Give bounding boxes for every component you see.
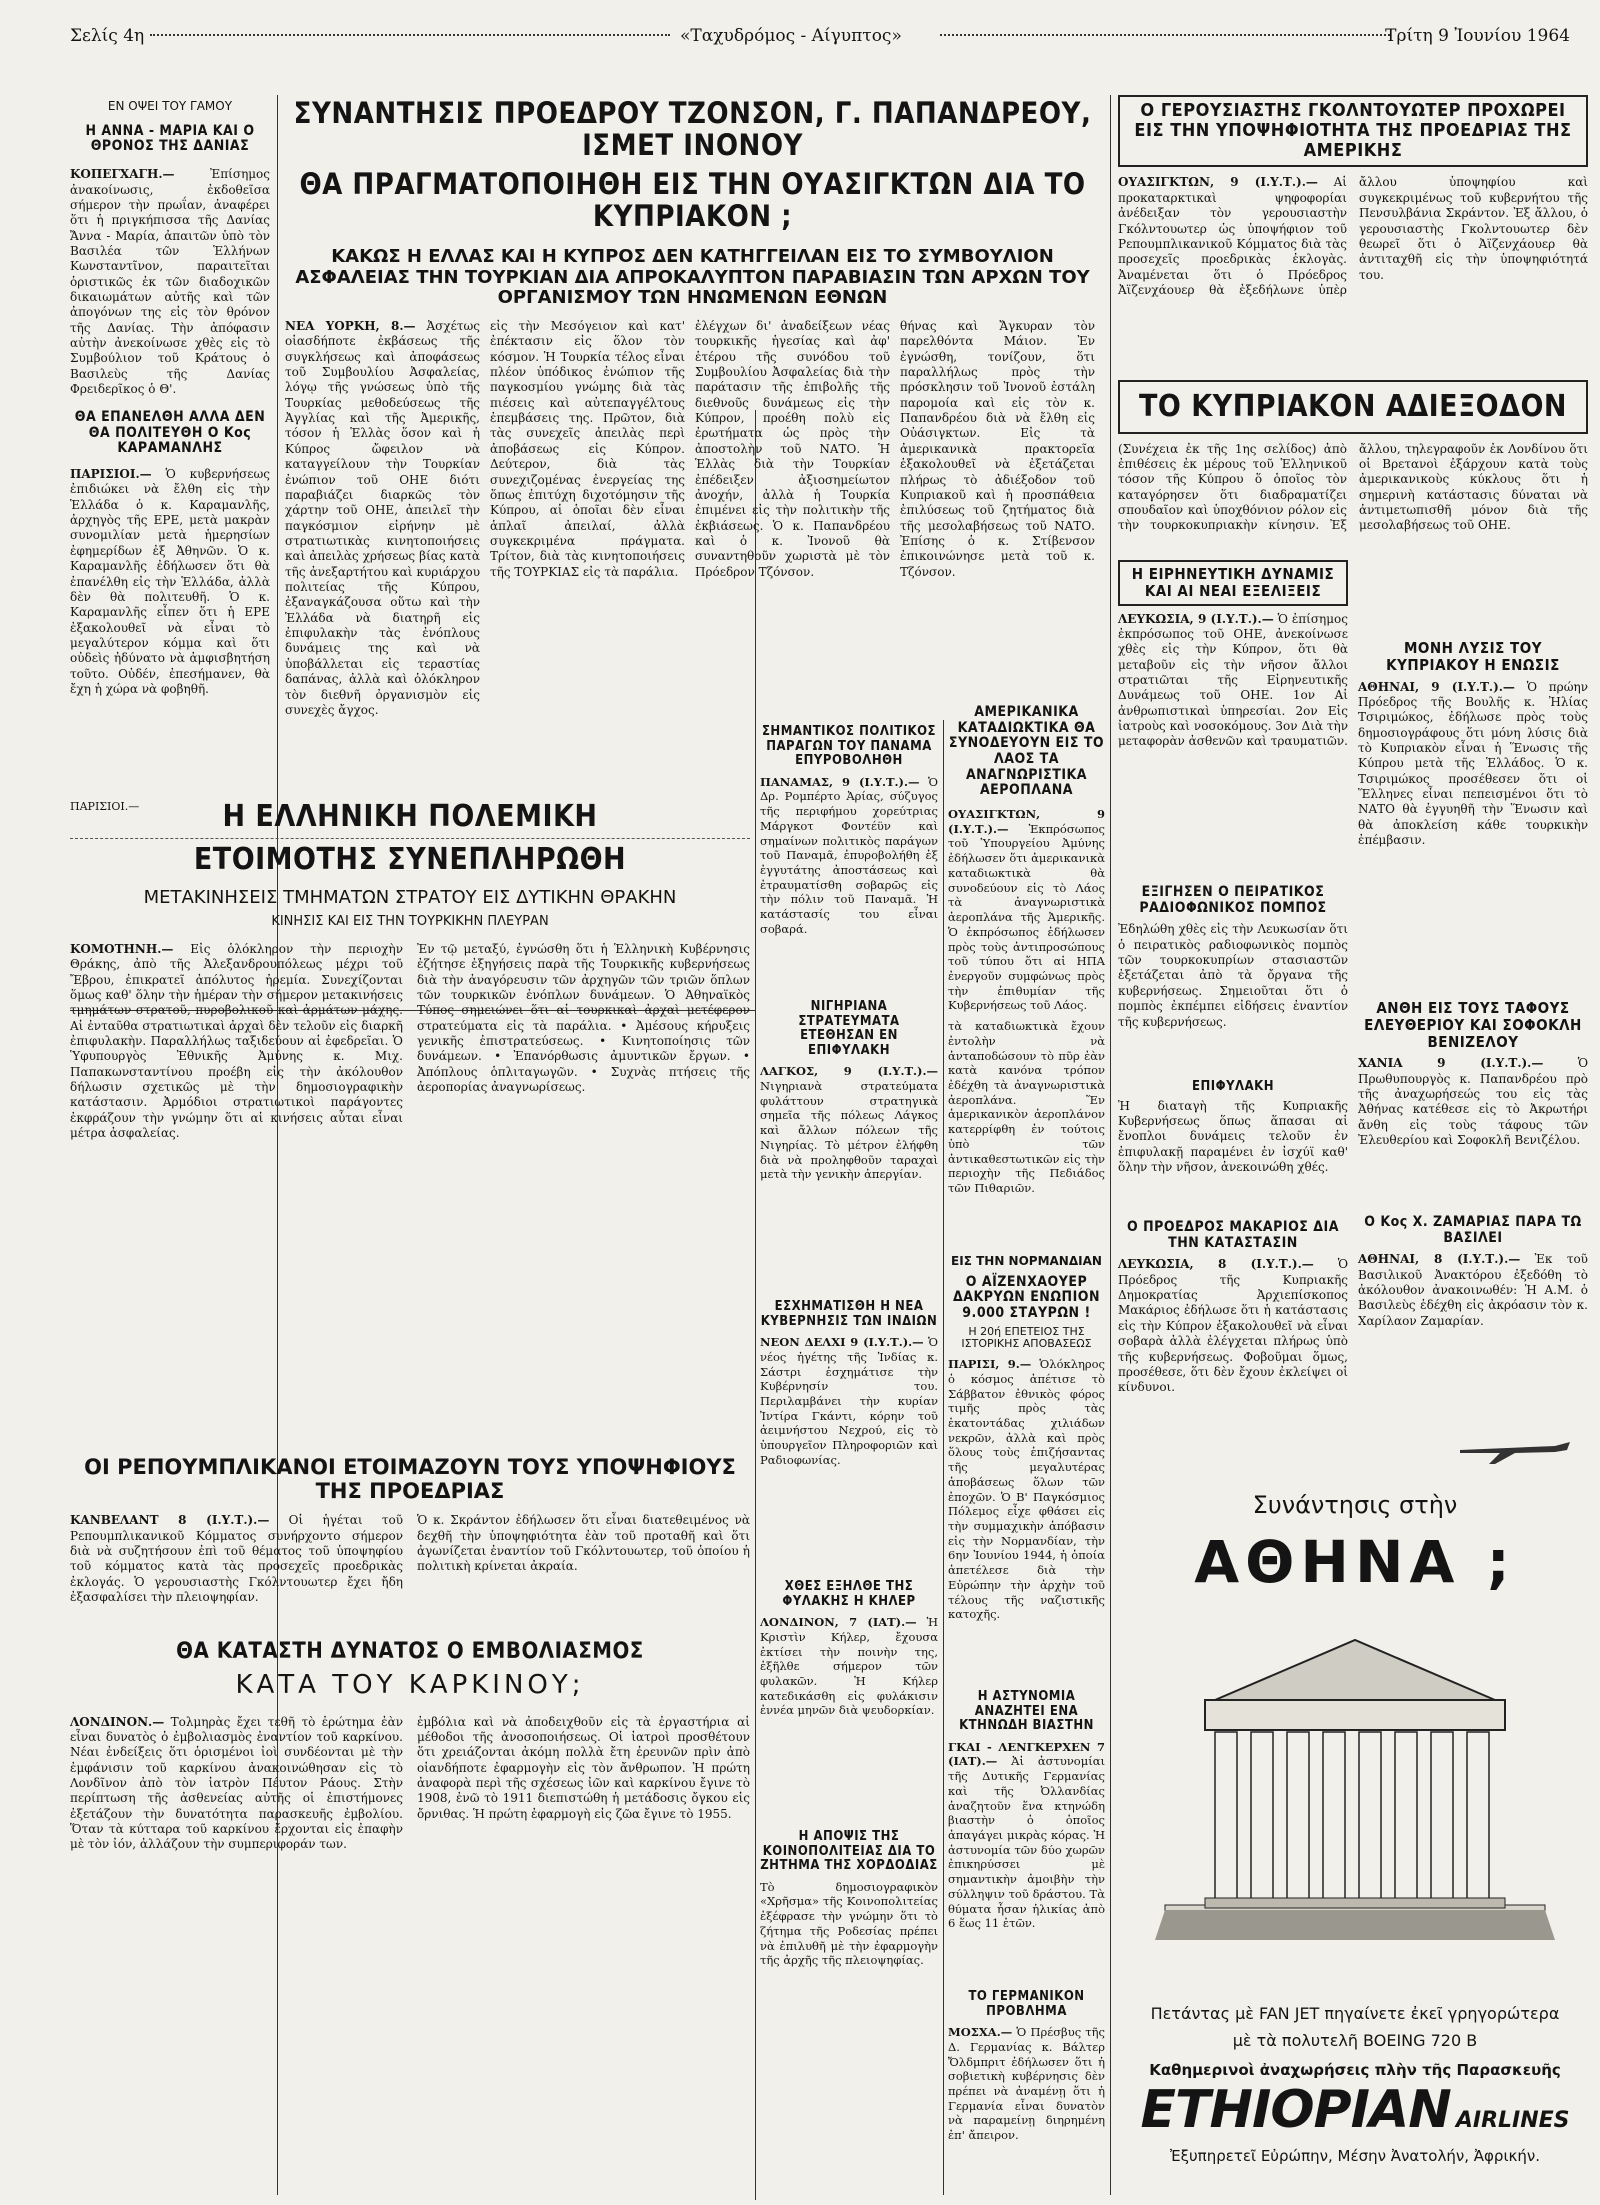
- headline: ΕΣΧΗΜΑΤΙΣΘΗ Η ΝΕΑ ΚΥΒΕΡΝΗΣΙΣ ΤΩΝ ΙΝΔΙΩΝ: [760, 1299, 938, 1329]
- article-body: εἰς τὴν Μεσόγειον καὶ κατ' ἐπέκτασιν εἰς ὅλον τὸν κόσμον. Ἡ Τουρκία τέλος εἶναι πλέον ὑπόδικος ἐνώπιον τῆς παγκοσμίου γνώμης διὰ τὰς πιέσεις καὶ αὐτεπαγγέλτους ἐπεμβάσεις της. Πρῶτον, διὰ τὰς συνεχεῖς ἀπειλὰς περὶ ἀποβάσεως εἰς Κύπρον. Δεύτερον, διὰ τὰς συνεχιζομένας ἐνεργείας της ὅπως ἐπιτύχη διχοτόμησιν τῆς Κύπρου, αἱ ὁποῖαι δὲν εἶναι ἁπλαῖ ἀπειλαί, ἀλλὰ συγκεκριμένα πράγματα. Τρίτον, διὰ τὰς κινητοποιήσεις τῆς ΤΟΥΡΚΙΑΣ εἰς τὰ παράλια.: [490, 318, 685, 579]
- kicker: ΕΙΣ ΤΗΝ ΝΟΡΜΑΝΔΙΑΝ: [951, 1254, 1102, 1268]
- article-body: Ἐκ τοῦ Βασιλικοῦ Ἀνακτόρου ἐξεδόθη τὸ ἀκόλουθον ἀνακοινωθέν: Ἡ Α.Μ. ὁ Βασιλεὺς ἐδέχθη εἰς ἀκρόασιν τὸν κ. Χαρίλαον Ζαμαρίαν.: [1358, 1252, 1588, 1328]
- headline: Ο ΑΪΖΕΝΧΑΟΥΕΡ ΔΑΚΡΥΩΝ ΕΝΩΠΙΟΝ 9.000 ΣΤΑΥΡΩΝ !: [952, 1273, 1101, 1322]
- article-peacekeeping: [1118, 560, 1348, 750]
- article-panama: [760, 725, 938, 937]
- article-body: Ὁ Πρωθυπουργὸς κ. Παπανδρέου πρὸ τῆς ἀναχωρήσεώς του εἰς τὰς Ἀθήνας κατέθεσε εἰς τὸ Ἀκρωτήρι ἄνθη εἰς τοὺς τάφους τῶν Ἐλευθερίου καὶ Σοφοκλῆ Βενιζέλου.: [1358, 1056, 1588, 1148]
- headline: ΣΗΜΑΝΤΙΚΟΣ ΠΟΛΙΤΙΚΟΣ ΠΑΡΑΓΩΝ ΤΟΥ ΠΑΝΑΜΑ ΕΠΥΡΟΒΟΛΗΘΗ: [761, 724, 937, 769]
- headline-line-2: ΕΤΟΙΜΟΤΗΣ ΣΥΝΕΠΛΗΡΩΘΗ: [193, 841, 627, 877]
- headline: ΣΥΝΑΝΤΗΣΙΣ ΠΡΟΕΔΡΟΥ ΤΖΟΝΣΟΝ, Γ. ΠΑΠΑΝΔΡΕΟΥ, ΙΣΜΕΤ ΙΝΟΝΟΥ: [293, 96, 1092, 163]
- headline: ΤΟ ΓΕΡΜΑΝΙΚΟΝ ΠΡΟΒΛΗΜΑ: [968, 1989, 1085, 2019]
- article-body: Ὁ ἐπίσημος ἐκπρόσωπος τοῦ ΟΗΕ, ἀνεκοίνωσε χθὲς εἰς τὴν Κύπρον, ὅτι θὰ μεταβοῦν εἰς τὴν νῆσον ἄλλοι στρατιῶται τῆς Εἰρηνευτικῆς Δυνάμεως τοῦ ΟΗΕ. 1ον Αἱ ἀνθρωπιστικαὶ ὑπηρεσίαι. 2ον Εἰς ἰατροὺς καὶ νοσοκόμους. 3ον Διὰ τὴν μεταφορὰν ἀσθενῶν καὶ τραυματιῶν.: [1118, 611, 1348, 749]
- dateline: ΝΕΟΝ ΔΕΛΧΙ 9 (Ι.Υ.Τ.).—: [760, 1335, 924, 1350]
- column-rule: [277, 95, 278, 2195]
- subheadline: ΜΕΤΑΚΙΝΗΣΕΙΣ ΤΜΗΜΑΤΩΝ ΣΤΡΑΤΟΥ ΕΙΣ ΔΥΤΙΚΗΝ ΘΡΑΚΗΝ: [143, 887, 677, 909]
- dateline: ΛΟΝΔΙΝΟΝ.—: [70, 1714, 165, 1729]
- article-republicans: [70, 1455, 750, 1605]
- ad-lead: Συνάντησις στὴν: [1252, 1491, 1458, 1519]
- page-number: Σελίς 4η: [70, 26, 145, 46]
- headline: Ο ΓΕΡΟΥΣΙΑΣΤΗΣ ΓΚΟΛΝΤΟΥΩΤΕΡ ΠΡΟΧΩΡΕΙ ΕΙΣ ΤΗΝ ΥΠΟΨΗΦΙΟΤΗΤΑ ΤΗΣ ΠΡΟΕΔΡΙΑΣ ΤΗΣ ΑΜΕΡΙΚΗΣ: [1118, 95, 1588, 167]
- dateline: ΠΑΡΙΣΙΟΙ.—: [70, 467, 152, 482]
- article-body: Ὁ νέος ἡγέτης τῆς Ἰνδίας κ. Σάστρι ἐσχημάτισε τὴν Κυβέρνησίν του. Περιλαμβάνει τὴν κυρίαν Ἰντίρα Γκάντι, κόρην τοῦ ἀειμνήστου Νεχρού, εἰς τὸ ὑπουργεῖον Πληροφοριῶν καὶ Ραδιοφωνίας.: [760, 1335, 938, 1467]
- headline: ΟΙ ΡΕΠΟΥΜΠΛΙΚΑΝΟΙ ΕΤΟΙΜΑΖΟΥΝ ΤΟΥΣ ΥΠΟΨΗΦΙΟΥΣ ΤΗΣ ΠΡΟΕΔΡΙΑΣ: [84, 1455, 736, 1504]
- article-body: Οἱ ἡγέται τοῦ Ρεπουμπλικανικοῦ Κόμματος συνήρχοντο σήμερον διὰ νὰ συζητήσουν ἐπὶ τοῦ θέματος τοῦ ὑποψηφίου τοῦ κόμματος κατὰ τὰς προσεχεῖς προεδρικὰς ἐκλογάς. Ὁ γερουσιαστὴς Γκόλντουωτερ ἔχει ἤδη ἐξασφαλίσει τὴν πλειοψηφίαν.: [70, 1513, 403, 1605]
- ad-brand-suffix: AIRLINES: [1455, 2108, 1570, 2133]
- article-body: θήνας καὶ Ἄγκυραν τὸν παρελθόντα Μάιον. Ἐν ἐγνώσθη, τονίζουν, ὅτι παραλλήλως πρὸς τὴν πρόσκλησιν τοῦ Ἰνονοῦ ἐστάλη παρομοία καὶ εἰς τὸν κ. Παπανδρέου διὰ νὰ ἔλθη εἰς Οὐάσιγκτων. Εἰς τὰ ἀμερικανικὰ πρακτορεῖα ἐξακολουθεῖ νὰ ἐξετάζεται πλήρως τὸ ἀδιέξοδον τοῦ Κυπριακοῦ καὶ ἡ προσπάθεια ἐπιλύσεως τοῦ ζητήματος διὰ τῆς μεσολαβήσεως τοῦ ΝΑΤΟ. Ἐπίσης ὁ κ. Στίβενσον ἐπικοινώνησε μετὰ τοῦ κ. Τζόνσον.: [900, 318, 1095, 579]
- ad-brand-name: ETHIOPIAN: [1140, 2080, 1451, 2140]
- article-body: Ἐκπρόσωπος τοῦ Ὑπουργείου Ἀμύνης ἐδήλωσεν ὅτι ἀμερικανικὰ καταδιωκτικὰ θὰ συνοδεύουν εἰς τὸ Λάος τὰ ἀναγνωριστικὰ ἀεροπλάνα τῆς Ἀμερικῆς. Ὁ ἐκπρόσωπος ἐδήλωσεν πρὸς τοὺς ἀντιπροσώπους τοῦ τύπου ὅτι αἱ ΗΠΑ ἐνεργοῦν συμφώνως πρὸς τὴν ἐπιθυμίαν τῆς Κυβερνήσεως τοῦ Λάος.: [948, 821, 1105, 1013]
- article-body: Ὁ Πρέσβυς τῆς Δ. Γερμανίας κ. Βάλτερ Ὄλδμπριτ ἐδήλωσεν ὅτι ἡ σοβιετικὴ κυβέρνησις δὲν πρέπει νὰ ἀναμένῃ ὅτι ἡ Γερμανία εἶναι δυνατὸν νὰ παραμείνῃ διηρημένη ἐπ' ἄπειρον.: [948, 2025, 1105, 2143]
- article-india: [760, 1300, 938, 1468]
- masthead: [0, 18, 1600, 58]
- article-police: [948, 1690, 1105, 1931]
- headline: ΜΟΝΗ ΛΥΣΙΣ ΤΟΥ ΚΥΠΡΙΑΚΟΥ Η ΕΝΩΣΙΣ: [1386, 639, 1560, 674]
- article-body: (Συνέχεια ἐκ τῆς 1ης σελίδος) ἀπὸ ἐπιθέσεις ἐκ μέρους τοῦ Ἑλληνικοῦ τόσον τῆς Κύπρου ὅ ὁποῖος τὸν καταγόρησεν ὅτι διαδραματίζει σπουδαῖον καὶ ὑποχθόνιον ρόλον εἰς τὴν τουρκοκυπριακὴν κίνησιν. Ἐξ ἄλλου, τηλεγραφοῦν ἐκ Λονδίνου ὅτι οἱ Βρετανοὶ ἐξάρχουν κατὰ τοὺς ἀμερικανικοὺς κύκλους ὅτι ἡ σημερινὴ κατάστασις δύναται νὰ ἀντιμετωπισθῆ μόνον διὰ τῆς μεσολαβήσεως τοῦ ΟΗΕ.: [1118, 441, 1588, 533]
- article-pirate-radio: [1118, 885, 1348, 1030]
- headline: ΑΝΘΗ ΕΙΣ ΤΟΥΣ ΤΑΦΟΥΣ ΕΛΕΥΘΕΡΙΟΥ ΚΑΙ ΣΟΦΟΚΛΗ ΒΕΝΙΖΕΛΟΥ: [1364, 999, 1582, 1051]
- article-zamarias: [1358, 1215, 1588, 1329]
- article-body: Νιγηριανὰ στρατεύματα φυλάττουν στρατηγικὰ σημεῖα τῆς πόλεως Λάγκος καὶ ἄλλων πόλεων τῆς Νιγηρίας. Τὸ μέτρον ἐλήφθη διὰ νὰ προληφθοῦν ταραχαὶ μετὰ τὴν γενικὴν ἀπεργίαν.: [760, 1078, 938, 1182]
- subheadline: ΚΑΚΩΣ Η ΕΛΛΑΣ ΚΑΙ Η ΚΥΠΡΟΣ ΔΕΝ ΚΑΤΗΓΓΕΙΛΑΝ ΕΙΣ ΤΟ ΣΥΜΒΟΥΛΙΟΝ ΑΣΦΑΛΕΙΑΣ ΤΗΝ ΤΟΥΡΚΙΑΝ ΔΙΑ ΑΠΡΟΚΑΛΥΠΤΟΝ ΠΑΡΑΒΙΑΣΙΝ ΤΩΝ ΑΡΧΩΝ ΤΟΥ ΟΡΓΑΝΙΣΜΟΥ ΤΩΝ ΗΝΩΜΕΝΩΝ ΕΘΝΩΝ: [295, 245, 1090, 309]
- headline: Η ΕΙΡΗΝΕΥΤΙΚΗ ΔΥΝΑΜΙΣ ΚΑΙ ΑΙ ΝΕΑΙ ΕΞΕΛΙΞΕΙΣ: [1118, 560, 1348, 606]
- masthead-rule-left: [150, 34, 670, 36]
- dateline: ΑΘΗΝΑΙ, 8 (Ι.Υ.Τ.).—: [1358, 1252, 1521, 1267]
- masthead-rule-right: [940, 34, 1390, 36]
- article-body: Ἐδηλώθη χθὲς εἰς τὴν Λευκωσίαν ὅτι ὁ πειρατικὸς ραδιοφωνικὸς πομπὸς τῶν τουρκοκυπρίων στασιαστῶν ἐξετάζεται ἀπὸ τὰ ὄργανα τῆς κυβερνήσεως. Σημειοῦται ὅτι ὁ πομπὸς ἐκπέμπει εἰδήσεις ἐναντίον τῆς κυβερνήσεως.: [1118, 922, 1348, 1029]
- newspaper-name: «Ταχυδρόμος - Αίγυπτος»: [680, 26, 902, 46]
- article-normandy: [948, 1255, 1105, 1622]
- article-karamanlis: [70, 410, 270, 697]
- dateline: ΛΕΥΚΩΣΙΑ, 8 (Ι.Υ.Τ.).—: [1118, 1257, 1314, 1272]
- dateline: ΟΥΑΣΙΓΚΤΩΝ, 9 (Ι.Υ.Τ.).—: [1118, 175, 1318, 190]
- headline-line-2: ΚΑΤΑ ΤΟΥ ΚΑΡΚΙΝΟΥ;: [235, 1669, 585, 1700]
- headline: Η ΑΝΝΑ - ΜΑΡΙΑ ΚΑΙ Ο ΘΡΟΝΟΣ ΤΗΣ ΔΑΝΙΑΣ: [85, 122, 255, 155]
- article-goldwater: [1118, 95, 1588, 298]
- headline: ΧΘΕΣ ΕΞΗΛΘΕ ΤΗΣ ΦΥΛΑΚΗΣ Η ΚΗΛΕΡ: [782, 1579, 916, 1609]
- jet-airplane-icon: [1455, 1428, 1575, 1468]
- headline: Ο ΠΡΟΕΔΡΟΣ ΜΑΚΑΡΙΟΣ ΔΙΑ ΤΗΝ ΚΑΤΑΣΤΑΣΙΝ: [1127, 1219, 1339, 1251]
- article-alert: [1118, 1080, 1348, 1175]
- article-body: Ὁ Πρόεδρος τῆς Κυπριακῆς Δημοκρατίας Ἀρχιεπίσκοπος Μακάριος ἐδήλωσε ὅτι ἡ κατάστασις εἰς τὴν Κύπρον ἐξακολουθεῖ νὰ εἶναι σοβαρὰ ἀλλὰ ἐλέγχεται πλήρως ὑπὸ τῆς κυβερνήσεως. Φοβοῦμαι ὅμως, προσέθεσε, ὅτι δὲν ἔχουν ἐκλείψει οἱ κίνδυνοι.: [1118, 1257, 1348, 1395]
- headline: Η ΕΛΛΗΝΙΚΗ ΠΟΛΕΜΙΚΗ: [70, 800, 750, 839]
- dateline: ΓΚΑΙ - ΛΕΝΓΚΕΡΧΕΝ 7 (ΙΑΤ).—: [948, 1739, 1105, 1769]
- ad-line-2: μὲ τὰ πολυτελῆ BOEING 720 B: [1232, 2031, 1478, 2050]
- article-venizelos-graves: [1358, 1000, 1588, 1149]
- article-body: Ὁ κ. Σκράντον ἐδήλωσεν ὅτι εἶναι διατεθειμένος νὰ δεχθῆ τὴν ὑποψηφιότητα ἐὰν τοῦ προταθῆ καὶ ὅτι ἀγωνίζεται ἐναντίον τοῦ Γκόλντουωτερ, τοῦ ὁποίου ἡ πολιτικὴ κρίνεται ἀκραία.: [417, 1513, 750, 1574]
- headline: ΘΑ ΚΑΤΑΣΤΗ ΔΥΝΑΤΟΣ Ο ΕΜΒΟΛΙΑΣΜΟΣ: [176, 1639, 644, 1664]
- ad-city: ΑΘΗΝΑ ;: [1194, 1528, 1516, 1596]
- article-body: Ἐπίσημος ἀνακοίνωσις, ἐκδοθεῖσα σήμερον τὴν πρωΐαν, ἀναφέρει ὅτι ἡ πριγκήπισσα τῆς Δανίας Ἄννα - Μαρία, ἀπαιτῶν ὑπὸ τὸν Βασιλέα τῶν Ἑλλήνων Κωνσταντῖνον, παραιτεῖται ὁριστικῶς ἐκ τῶν διαδοχικῶν δικαιωμάτων αὐτῆς καὶ τῶν ἀπογόνων της εἰς τὸν θρόνον τῆς Δανίας. Τὴν ἀπόφασιν αὐτὴν ἀνεκοίνωσε χθὲς εἰς τὸ Συμβούλιον τοῦ Κράτους ὁ Βασιλεὺς τῆς Δανίας Φρειδερῖκος ὁ Θ'.: [70, 167, 270, 397]
- dateline: ΧΑΝΙΑ 9 (Ι.Υ.Τ.).—: [1358, 1056, 1544, 1071]
- headline: Η ΑΠΟΨΙΣ ΤΗΣ ΚΟΙΝΟΠΟΛΙΤΕΙΑΣ ΔΙΑ ΤΟ ΖΗΤΗΜΑ ΤΗΣ ΧΟΡΔΟΔΙΑΣ: [760, 1829, 938, 1874]
- headline: ΤΟ ΚΥΠΡΙΑΚΟΝ ΑΔΙΕΞΟΔΟΝ: [1118, 380, 1588, 434]
- article-nigeria: [760, 1000, 938, 1182]
- article-lead: [285, 97, 1100, 718]
- ad-brand: [1135, 2080, 1575, 2140]
- article-body: Αἱ προκαταρκτικαὶ ψηφοφορίαι ἀνέδειξαν τὸν γερουσιαστὴν Γκόλντουωτερ ὡς ὑποψήφιον τοῦ Ρεπουμπλικανικοῦ Κόμματος διὰ τὰς προσεχεῖς προεδρικὰς ἐκλογὰς. Ἀναμένεται ὅτι ὁ Πρόεδρος Ἀϊζενχάουερ θὰ ἐξεδήλωνε ὑπὲρ ἄλλου ὑποψηφίου καὶ συγκεκριμένως τοῦ κυβερνήτου τῆς Πενσυλβάνια Σκράντον. Ἐξ ἄλλου, ὁ γερουσιαστὴς Γκολντουωτερ δὲν θεωρεῖ ὅτι ὁ Ἀϊζενχάουερ θὰ ἀντιταχθῆ εἰς τὴν ὑποψηφιότητά του.: [1118, 175, 1588, 297]
- article-aircraft: [948, 705, 1105, 1196]
- dateline: ΚΟΠΕΓΧΑΓΗ.—: [70, 167, 175, 182]
- article-wedding: [70, 100, 270, 398]
- article-body: Ἡ Κριστὶν Κήλερ, ἔχουσα ἐκτίσει τὴν ποινὴν της, ἐξῆλθε σήμερον τῶν φυλακῶν. Ἡ Κήλερ κατεδικάσθη εἰς φυλάκισιν ἐννέα μηνῶν διὰ ψευδορκίαν.: [760, 1615, 939, 1718]
- headline: ΝΙΓΗΡΙΑΝΑ ΣΤΡΑΤΕΥΜΑΤΑ ΕΤΕΘΗΣΑΝ ΕΝ ΕΠΙΦΥΛΑΚΗ: [798, 999, 900, 1058]
- headline: ΘΑ ΕΠΑΝΕΛΘΗ ΑΛΛΑ ΔΕΝ ΘΑ ΠΟΛΙΤΕΥΘΗ Ο Κος ΚΑΡΑΜΑΝΛΗΣ: [74, 409, 266, 457]
- article-body: Ἀἱ ἀστυνομίαι τῆς Δυτικῆς Γερμανίας καὶ τῆς Ὀλλανδίας ἀναζητοῦν ἕνα κτηνώδη βιαστὴν ὁ ὁποῖος ἀπαγάγει μικρὰς κόρας. Ἡ ἀστυνομία τῶν δύο χωρῶν ἐπικηρύσσει μὲ σημαντικὴν ἀμοιβὴν τὴν σύλληψιν τοῦ δράστου. Τὰ θύματα ἦσαν ἡλικίας ἀπὸ 6 ἕως 11 ἐτῶν.: [948, 1754, 1105, 1931]
- ad-line-4: Ἐξυπηρετεῖ Εὐρώπην, Μέσην Ἀνατολήν, Ἀφρικήν.: [1169, 2147, 1541, 2165]
- headline: ΑΜΕΡΙΚΑΝΙΚΑ ΚΑΤΑΔΙΩΚΤΙΚΑ ΘΑ ΣΥΝΟΔΕΥΟΥΝ ΕΙΣ ΤΟ ΛΑΟΣ ΤΑ ΑΝΑΓΝΩΡΙΣΤΙΚΑ ΑΕΡΟΠΛΑΝΑ: [948, 704, 1105, 799]
- article-body: Ὁλόκληρος ὁ κόσμος ἀπέτισε τὸ Σάββατον ἐθνικὸς φόρος τιμῆς πρὸς τὰς ἑκατοντάδας χιλιάδων νεκρῶν, ἀλλὰ καὶ πρὸς ὅλους τοὺς ἐπιζήσαντας τῆς μεγαλυτέρας ἀποβάσεως ὅλων τῶν ἐποχῶν. Ὁ Β' Παγκόσμιος Πόλεμος εἶχε φθάσει εἰς τὴν συμμαχικὴν ἀπόβασιν εἰς τὴν Νορμανδίαν, τὴν 6ην Ἰουνίου 1944, ἡ ὁποία ἀπετέλεσε διὰ τὴν Εὐρώπην τὴν ἀρχὴν τοῦ τέλους τῆς ναζιστικῆς κατοχῆς.: [948, 1357, 1105, 1622]
- dateline: ΚΑΝΒΕΛΑΝΤ 8 (Ι.Υ.Τ.).—: [70, 1513, 270, 1528]
- dateline: ΚΟΜΟΤΗΝΗ.—: [70, 941, 174, 956]
- dateline: ΑΘΗΝΑΙ, 9 (Ι.Υ.Τ.).—: [1358, 679, 1515, 694]
- ad-line-3: Καθημερινοὶ ἀναχωρήσεις πλὴν τῆς Παρασκευῆς: [1149, 2061, 1561, 2079]
- headline: ΕΞΙΓΗΣΕΝ Ο ΠΕΙΡΑΤΙΚΟΣ ΡΑΔΙΟΦΩΝΙΚΟΣ ΠΟΜΠΟΣ: [1139, 884, 1327, 916]
- subheadline: Η 20ή ΕΠΕΤΕΙΟΣ ΤΗΣ ΙΣΤΟΡΙΚΗΣ ΑΠΟΒΑΣΕΩΣ: [961, 1324, 1092, 1351]
- article-german-problem: [948, 1990, 1105, 2143]
- article-war-readiness: [70, 800, 750, 1141]
- parthenon-illustration: [1155, 1610, 1555, 1950]
- dateline: ΟΥΑΣΙΓΚΤΩΝ, 9 (Ι.Υ.Τ.).—: [948, 807, 1105, 836]
- article-keeler: [760, 1580, 938, 1718]
- article-body: Ὁ κυβερνήσεως ἐπιδιώκει νὰ ἔλθη εἰς τὴν Ἑλλάδα ὁ κ. Καραμανλῆς, ἀρχηγὸς τῆς ΕΡΕ, μετὰ μακρὰν συνομιλίαν μετὰ ἡμερησίων ἐφημερίδων ἐξ Ἀθηνῶν. Ὁ κ. Καραμανλῆς ἐδήλωσεν ὅτι θὰ ἐπανέλθη εἰς τὴν Ἑλλάδα, ἀλλὰ δὲν θὰ πολιτευθῆ. Ὁ κ. Καραμανλῆς εἶπεν ὅτι ἡ ΕΡΕ ἐξακολουθεῖ νὰ εἶναι τὸ μεγαλύτερον κόμμα καὶ ὅτι οὐδεὶς ἠδύνατο νὰ ἀμφισβητήση τοῦτο. Οὐδέν, ἐπεσήμανεν, θὰ ἔχη ἡ χώρα νὰ φοβηθῆ.: [70, 467, 270, 697]
- dateline: ΠΑΝΑΜΑΣ, 9 (Ι.Υ.Τ.).—: [760, 774, 920, 789]
- article-body: Τὸ δημοσιογραφικὸν «Χρῆσμα» τῆς Κοινοπολιτείας ἐξέφρασε τὴν γνώμην ὅτι τὸ ζήτημα τῆς Ροδεσίας πρέπει νὰ ἐπιλυθῆ μὲ τὴν ἐφαρμογὴν τῆς ἀρχῆς τῆς πλειοψηφίας.: [760, 1879, 938, 1968]
- headline: Η ΑΣΤΥΝΟΜΙΑ ΑΝΑΖΗΤΕΙ ΕΝΑ ΚΤΗΝΩΔΗ ΒΙΑΣΤΗΝ: [959, 1689, 1094, 1734]
- dateline: ΛΑΓΚΟΣ, 9 (Ι.Υ.Τ.).—: [760, 1064, 938, 1079]
- dateline: ΜΟΣΧΑ.—: [948, 2025, 1013, 2040]
- column-rule: [1110, 95, 1111, 2195]
- article-body: Εἰς ὁλόκληρον τὴν περιοχὴν Θράκης, ἀπὸ τῆς Ἀλεξανδρουπόλεως μέχρι τοῦ Ἔβρου, ἐπικρατεῖ ἀπόλυτος ἠρεμία. Συνεχίζονται ὅμως καθ' ὅλην τὴν ἡμέραν τὴν σήμερον μετακινήσεις τμημάτων στρατοῦ, πυροβολικοῦ καὶ ἁρμάτων μάχης. Αἱ ἐνταῦθα στρατιωτικαὶ ἀρχαὶ δὲν τελοῦν εἰς διαρκῆ ἐπιφυλακὴν. Παραλλήλως ταξιδεύουν αἱ ἐφεδρεῖαι. Ὁ Ὑφυπουργὸς Ἐθνικῆς Ἀμύνης κ. Μιχ. Παπακωνσταντίνου προέβη εἰς τὴν ἀκόλουθον δήλωσιν σχετικῶς μὲ τὴν δημοσιογραφικὴν κατάστασιν. Ἀρμόδιοι στρατιωτικοὶ παράγοντες ἐκφράζουν τὴν γνώμην ὅτι αἱ κινήσεις αὗται εἶναι μέτρα ἀσφαλείας.: [70, 941, 403, 1141]
- article-body: ἐλέγχων δι' ἀναδείξεων νέας τουρκικῆς ἡγεσίας καὶ ἀφ' ἑτέρου τῆς συνόδου τοῦ Συμβουλίου Ἀσφαλείας διὰ τὴν παράτασιν τῆς ἐπιβολῆς τῆς διεθνοῦς δυνάμεως εἰς τὴν Κύπρον, προέθη πολὺ εἰς ἐρωτήματα ὡς πρὸς τὴν ἀποστολὴν τοῦ ΝΑΤΟ. Ἡ Ἑλλὰς διὰ τὴν Τουρκίαν ἐπέδειξεν ἀξιοσημείωτον ἀνοχήν, ἀλλὰ ἡ Τουρκία ἐπιμένει εἰς τὴν πολιτικὴν τῆς ἐκβιάσεως. Ὁ κ. Παπανδρέου καὶ ὁ κ. Ἰνονοῦ θὰ συναντηθοῦν χωριστὰ μὲ τὸν Πρόεδρον Τζόνσον.: [695, 318, 890, 579]
- headline: Ο Κος Χ. ΖΑΜΑΡΙΑΣ ΠΑΡΑ ΤΩ ΒΑΣΙΛΕΙ: [1364, 1214, 1582, 1246]
- article-makarios: [1118, 1220, 1348, 1396]
- dateline: ΝΕΑ ΥΟΡΚΗ, 8.—: [285, 318, 416, 333]
- dateline: ΛΕΥΚΩΣΙΑ, 9 (Ι.Υ.Τ.).—: [1118, 611, 1274, 626]
- article-body: Ἀσχέτως οἱασδήποτε ἐκβάσεως τῆς συγκλήσεως καὶ ἀποφάσεως τοῦ Συμβουλίου Ἀσφαλείας, λόγῳ τῆς γνώσεως ὑπὸ τῆς Τουρκίας μεθοδεύσεως τῆς Ἀγγλίας καὶ τῆς Ἀμερικῆς, τόσον ἡ Ἑλλὰς ὅσον καὶ ἡ Κύπρος ὤφειλον νὰ καταγγείλουν τὴν Τουρκίαν ἐνώπιον τοῦ ΟΗΕ διότι παραβιάζει διαρκῶς τὸν χάρτην τοῦ ΟΗΕ, ἀπειλεῖ τὴν παγκόσμιον εἰρήνην μὲ στρατιωτικὰς κινητοποιήσεις καὶ ἀπειλὰς χρήσεως βίας κατὰ τῆς ἀνεξαρτήτου καὶ κυριάρχου πολιτείας τῆς Κύπρου, ἐξαναγκάζουσα οὕτω καὶ τὴν Ἑλλάδα νὰ διατηρῆ εἰς ἐπιφυλακὴν τὰς ἐνόπλους δυνάμεις της καὶ νὰ ὑποβάλλεται εἰς τεραστίας δαπάνας, ἀλλὰ καὶ ὁλόκληρον τὸν διεθνῆ ὀργανισμὸν εἰς συνεχὲς ἄγχος.: [285, 318, 480, 717]
- article-sole-solution: [1358, 640, 1588, 849]
- kicker: ΕΝ ΟΨΕΙ ΤΟΥ ΓΑΜΟΥ: [107, 99, 233, 113]
- dateline: ΛΟΝΔΙΝΟΝ, 7 (ΙΑΤ).—: [760, 1615, 917, 1630]
- column-rule: [943, 720, 944, 2195]
- article-body: Ἐν τῷ μεταξύ, ἐγνώσθη ὅτι ἡ Ἑλληνικὴ Κυβέρνησις ἐζήτησε ἐξηγήσεις παρὰ τῆς Τουρκικῆς κυβερνήσεως διὰ τὴν ἀναγόρευσιν τῶν ἀρχηγῶν τῶν τριῶν ὅπλων τῶν τουρκικῶν ἐνόπλων δυνάμεων. Ὁ Ἀθηναϊκὸς Τύπος σημειώνει ὅτι αἱ τουρκικαὶ ἀρχαὶ μετέφερον στρατεύματα εἰς τὰ παράλια. • Ἀμέσους κήρυξεις γενικῆς ἐπιστρατεύσεως. • Κινητοποίησις τῶν δυνάμεων. • Ἐπανόρθωσις ἀμυντικῶν ἔργων. • Ἀπόπλους ὁπλιταγωγῶν. • Συχνὰς πτήσεις τῆς ἀεροπορίας ἀναγνωρίσεως.: [417, 941, 750, 1095]
- article-cyprus-impasse: [1118, 380, 1588, 534]
- headline-line-2: ΘΑ ΠΡΑΓΜΑΤΟΠΟΙΗΘΗ ΕΙΣ ΤΗΝ ΟΥΑΣΙΓΚΤΩΝ ΔΙΑ ΤΟ ΚΥΠΡΙΑΚΟΝ ;: [299, 166, 1086, 234]
- headline: ΕΠΙΦΥΛΑΚΗ: [1192, 1079, 1274, 1094]
- article-body: Ὁ Δρ. Ρομπέρτο Ἀρίας, σύζυγος τῆς περιφήμου χορεύτριας Μάργκοτ Φοντέϋν καὶ σημαίνων πολιτικὸς παράγων τοῦ Παναμᾶ, ἐπυροβολήθη ἐξ ἐγγυτάτης ἀποστάσεως καὶ ἐτραυματίσθη σοβαρῶς εἰς τὴν πόλιν τοῦ Παναμᾶ. Ἡ κατάστασίς του εἶναι σοβαρά.: [760, 774, 938, 936]
- article-cancer-vaccine: [70, 1640, 750, 1853]
- article-commonwealth: [760, 1830, 938, 1968]
- ad-line-1: Πετάντας μὲ FAN JET πηγαίνετε ἐκεῖ γρηγορώτερα: [1150, 2004, 1560, 2023]
- subheadline-2: ΚΙΝΗΣΙΣ ΚΑΙ ΕΙΣ ΤΗΝ ΤΟΥΡΚΙΚΗΝ ΠΛΕΥΡΑΝ: [271, 913, 549, 929]
- article-body: ΠΑΡΙΣΙΟΙ.—: [70, 800, 140, 813]
- ethiopian-airlines-ad: [1125, 1420, 1585, 2170]
- article-body: ἐμβόλια καὶ νὰ ἀποδειχθοῦν εἰς τὰ ἐργαστήρια αἱ μέθοδοι τῆς ἀνοσοποιήσεως. Οἱ ἰατροὶ προσθέτουν ὅτι χρειάζονται ἀκόμη πολλὰ ἔτη ἐρευνῶν πρὶν ἀπὸ οἱανδήποτε ἐφαρμογὴν εἰς τὸν ἄνθρωπον. Ἡ πρώτη ἀναφορὰ περὶ τῆς σχέσεως ἰῶν καὶ καρκίνου ἔγινε τὸ 1908, ἐνῶ τὸ 1911 διεπιστώθη ἡ μετάδοσις ὄγκου εἰς ὄρνιθας. Ἡ πρώτη ἐφαρμογὴ εἰς ζῶα ἔγινε τὸ 1955.: [417, 1714, 750, 1821]
- article-body: Τολμηρὰς ἔχει τεθῆ τὸ ἐρώτημα ἐὰν εἶναι δυνατὸς ὁ ἐμβολιασμὸς ἐναντίον τοῦ καρκίνου. Νέαι ἐνδείξεις ὅτι ὁρισμένοι ἰοὶ συνδέονται μὲ τὴν ἐμφάνισιν τοῦ καρκίνου ἀνακοινώθησαν εἰς τὸ Λονδῖνον ἀπὸ τὸν ἰατρὸν Πέυτον Ράους. Στὴν περίπτωση τῆς ἀσθενείας αὐτῆς οἱ ἐπιστήμονες ἐξετάζουν τὴν δυνατότητα παρασκευῆς ἐμβολίου. Ὅταν τὰ κύτταρα τοῦ καρκίνου ἔρχονται εἰς ἐπαφὴν μὲ τὸν ἰόν, ἀλλάζουν τὴν συμπεριφοράν των.: [70, 1714, 403, 1852]
- article-body: τὰ καταδιωκτικὰ ἔχουν ἐντολὴν νὰ ἀνταποδώσουν τὸ πῦρ ἐὰν κατὰ κανόνα τρόπον ἐδέχθη τὰ ἀναγνωριστικὰ ἀεροπλάνα. Ἕν ἀμερικανικὸν ἀεροπλάνον κατερρίφθη ἐν τούτοις ὑπὸ τῶν ἀντικαθεστωτικῶν εἰς τὴν περιοχὴν τῆς Πεδιάδος τῶν Πιθαριῶν.: [948, 1019, 1105, 1195]
- dateline: ΠΑΡΙΣΙ, 9.—: [948, 1357, 1032, 1372]
- article-body: Ἡ διαταγὴ τῆς Κυπριακῆς Κυβερνήσεως ὅπως ἅπασαι αἱ ἔνοπλοι δυνάμεις τελοῦν ἐν ἐπιφυλακῇ παραμένει ἐν ἰσχύϊ καθ' ὅλην τὴν νῆσον, ἀνεκοινώθη χθές.: [1118, 1098, 1348, 1174]
- article-body: Ὁ πρώην Πρόεδρος τῆς Βουλῆς κ. Ἠλίας Τσιριμώκος, ἐδήλωσε πρὸς τοὺς δημοσιογράφους ὅτι μόνη λύσις διὰ τὸ Κυπριακὸν εἶναι ἡ Ἕνωσις τῆς Κύπρου μετὰ τῆς Ἑλλάδος. Ὁ κ. Τσιριμώκος προσέθεσεν ὅτι οἱ Ἕλληνες εἶναι πεπεισμένοι ὅτι τὸ ΝΑΤΟ θὰ ἐγγυηθῆ τὴν Ἕνωσιν καὶ θὰ ἀποκλείση κάθε τουρκικὴν ἐπέμβασιν.: [1358, 679, 1588, 848]
- issue-date: Τρίτη 9 Ἰουνίου 1964: [1385, 26, 1570, 46]
